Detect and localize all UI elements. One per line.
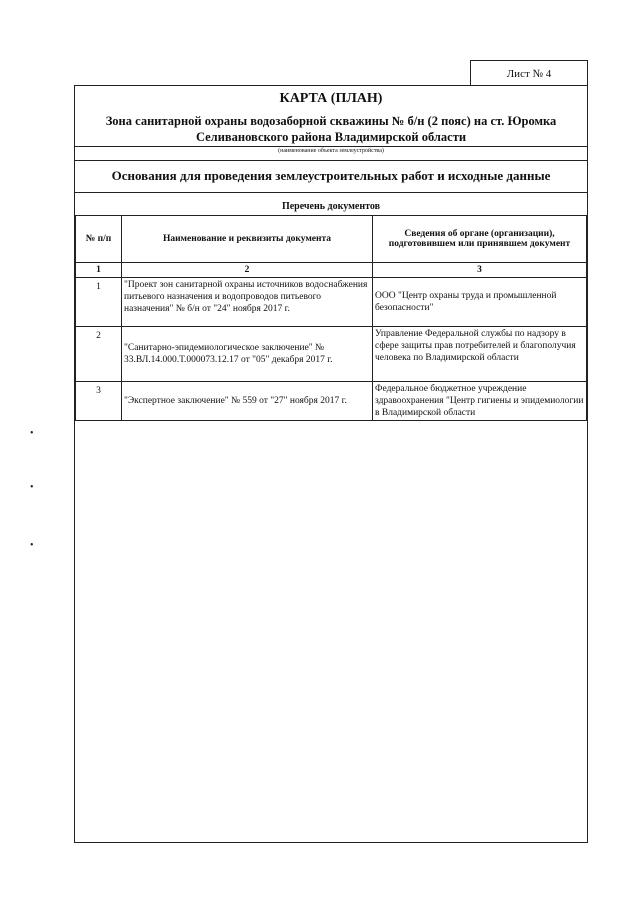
document-frame [74, 85, 588, 843]
sheet-number-label: Лист № 4 [470, 60, 588, 86]
row-number: 1 [76, 278, 122, 327]
column-number: 1 [76, 263, 122, 278]
document-details: "Экспертное заключение" № 559 от "27" ноября 2017 г. [122, 382, 373, 421]
organization-details: Управление Федеральной службы по надзору в сфере защиты прав потребителей и благополучия человека по Владимирской области [373, 327, 587, 382]
column-number: 3 [373, 263, 587, 278]
binding-hole-mark: • [30, 482, 34, 493]
row-number: 3 [76, 382, 122, 421]
binding-hole-mark: • [30, 428, 34, 439]
header-organization: Сведения об органе (организации), подготовившем или принявшем документ [373, 216, 587, 263]
column-number-row [76, 263, 587, 278]
document-details: "Проект зон санитарной охраны источников водоснабжения питьевого назначения и водопроводов питьевого назначения" № б/н от "24" ноября 2017 г. [122, 278, 373, 327]
documents-table [75, 215, 587, 421]
document-details: "Санитарно-эпидемиологическое заключение" № 33.ВЛ.14.000.Т.000073.12.17 от "05" декабря 2017 г. [122, 327, 373, 382]
table-row [76, 278, 587, 327]
basis-heading: Основания для проведения землеустроительных работ и исходные данные [75, 160, 587, 192]
table-row [76, 382, 587, 421]
header-number: № п/п [76, 216, 122, 263]
column-number: 2 [122, 263, 373, 278]
document-title: КАРТА (ПЛАН) [279, 91, 383, 106]
doc-list-heading: Перечень документов [75, 192, 587, 215]
table-row [76, 327, 587, 382]
object-name: Зона санитарной охраны водозаборной скважины № б/н (2 пояс) на ст. Юромка Селивановского района Владимирской области [105, 114, 557, 144]
header-document: Наименование и реквизиты документа [122, 216, 373, 263]
organization-details: Федеральное бюджетное учреждение здравоохранения "Центр гигиены и эпидемиологии в Владимирской области [373, 382, 587, 421]
object-name-caption: (наименование объекта землеустройства) [75, 146, 587, 154]
table-header-row [76, 216, 587, 263]
binding-hole-mark: • [30, 540, 34, 551]
row-number: 2 [76, 327, 122, 382]
organization-details: ООО "Центр охраны труда и промышленной безопасности" [373, 278, 587, 327]
